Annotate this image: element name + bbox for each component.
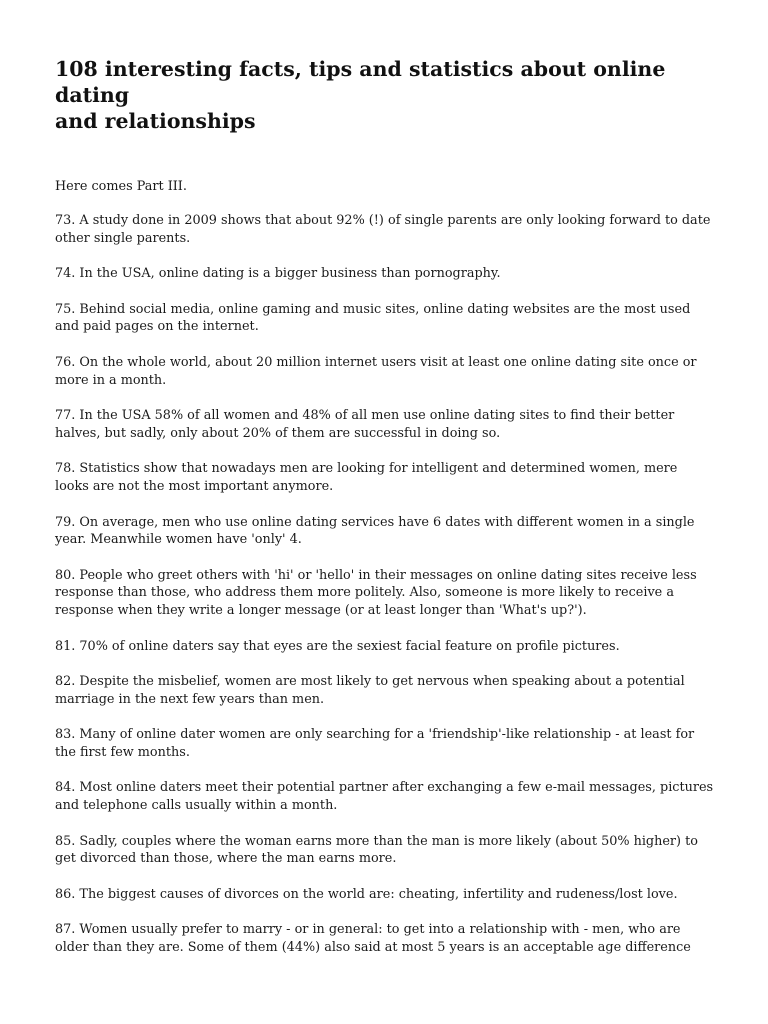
fact-73: 73. A study done in 2009 shows that about 92% (!) of single parents are only looking forward to date other single parents.	[55, 213, 711, 246]
fact-82: 82. Despite the misbelief, women are most likely to get nervous when speaking about a potential marriage in the next few years than men.	[55, 674, 685, 707]
fact-77: 77. In the USA 58% of all women and 48% of all men use online dating sites to find their better halves, but sadly, only about 20% of them are successful in doing so.	[55, 408, 675, 441]
facts-list	[55, 212, 725, 975]
fact-85: 85. Sadly, couples where the woman earns more than the man is more likely (about 50% higher) to get divorced than those, where the man earns more.	[55, 833, 698, 867]
document-title: 108 interesting facts, tips and statistics about online dating and relationships	[55, 57, 666, 133]
fact-83: 83. Many of online dater women are only searching for a 'friendship'-like relationship - at least for the first few months.	[55, 727, 695, 760]
fact-81: 81. 70% of online daters say that eyes are the sexiest facial feature on profile pictures.	[55, 638, 620, 654]
fact-80: 80. People who greet others with 'hi' or 'hello' in their messages on online dating sites receive less response than those, who address them more politely. Also, someone is more likely to receive a response when they write a longer message (or at least longer than 'What's up?').	[55, 567, 697, 618]
fact-78: 78. Statistics show that nowadays men are looking for intelligent and determined women, mere looks are not the most important anymore.	[55, 461, 678, 494]
fact-79: 79. On average, men who use online dating services have 6 dates with different women in a single year. Meanwhile women have 'only' 4.	[55, 514, 695, 548]
fact-74: 74. In the USA, online dating is a bigger business than pornography.	[55, 266, 501, 282]
fact-84: 84. Most online daters meet their potential partner after exchanging a few e-mail messages, pictures and telephone calls usually within a month.	[55, 780, 714, 814]
fact-75: 75. Behind social media, online gaming and music sites, online dating websites are the most used and paid pages on the internet.	[55, 301, 691, 335]
intro-text: Here comes Part III.	[55, 179, 187, 194]
fact-87: 87. Women usually prefer to marry - or in general: to get into a relationship with - men, who are older than they are. Some of them (44%) also said at most 5 years is an acceptable age difference	[55, 922, 691, 956]
fact-76: 76. On the whole world, about 20 million internet users visit at least one online dating site once or more in a month.	[55, 354, 697, 388]
fact-86: 86. The biggest causes of divorces on the world are: cheating, infertility and rudeness/lost love.	[55, 886, 678, 902]
